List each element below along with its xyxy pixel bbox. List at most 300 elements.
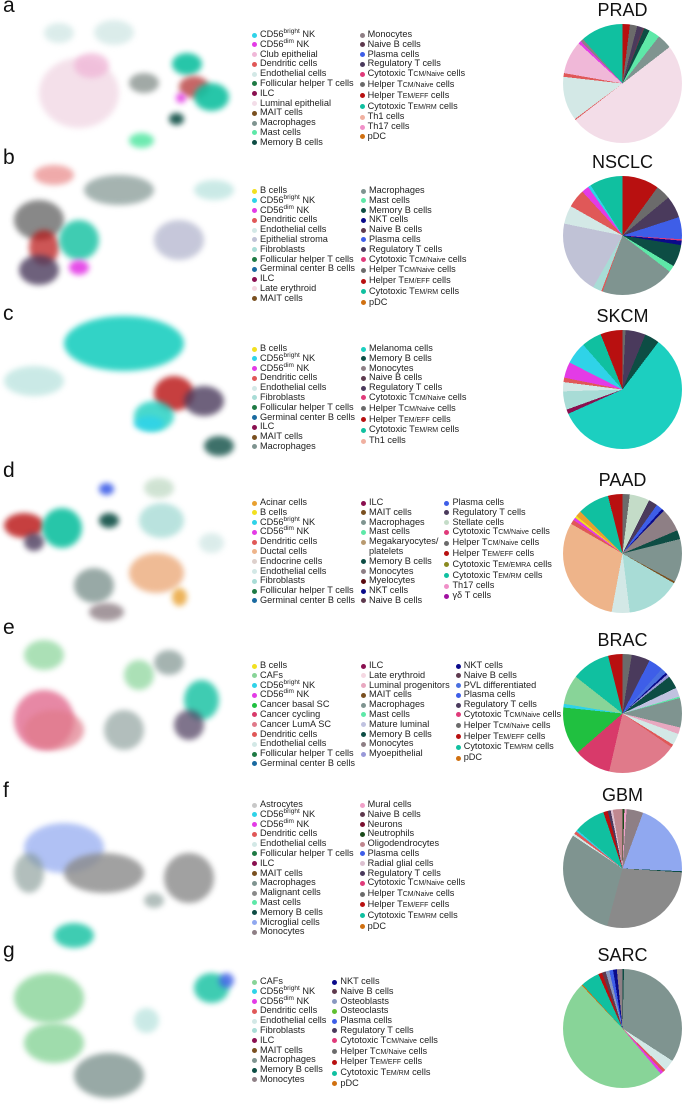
legend-swatch-icon bbox=[252, 267, 257, 272]
legend-label: B cells bbox=[260, 660, 288, 670]
legend-column bbox=[252, 498, 355, 606]
legend-label: ILC bbox=[260, 87, 275, 98]
legend-label: Monocytes bbox=[260, 1073, 305, 1084]
legend-label: Cytotoxic TCM/Naive cells bbox=[463, 708, 562, 719]
pie-title: PRAD bbox=[597, 0, 648, 20]
pie-chart-nsclc bbox=[560, 152, 685, 302]
legend-label: Plasma cells bbox=[340, 1015, 392, 1026]
legend-swatch-icon bbox=[360, 913, 365, 918]
pie-disc bbox=[563, 24, 682, 143]
legend-swatch-icon bbox=[252, 732, 257, 737]
pie-disc bbox=[563, 809, 682, 928]
legend-label: Helper TEM/EFF cells bbox=[368, 413, 451, 424]
legend-swatch-icon bbox=[252, 386, 257, 391]
legend-swatch-icon bbox=[360, 924, 365, 929]
legend-label: Cytotoxic TCM/Naive cells bbox=[368, 391, 467, 402]
legend-label: Cytotoxic TCM/Naive cells bbox=[340, 1034, 438, 1045]
legend-swatch-icon bbox=[252, 101, 257, 106]
legend-label: Memory B cells bbox=[260, 906, 323, 917]
legend-label: pDC bbox=[463, 752, 483, 763]
legend-swatch-icon bbox=[361, 347, 366, 352]
legend-label: ILC bbox=[260, 1034, 275, 1045]
legend-item bbox=[252, 596, 355, 606]
legend-swatch-icon bbox=[252, 910, 257, 915]
legend-label: Macrophages bbox=[260, 440, 316, 451]
legend-swatch-icon bbox=[360, 125, 365, 130]
legend-label: Naive B cells bbox=[368, 372, 423, 383]
legend-label: Monocytes bbox=[368, 362, 414, 373]
legend-label: Osteoclasts bbox=[340, 1005, 389, 1016]
legend-label: Cytotoxic TEM/RM cells bbox=[340, 1067, 431, 1078]
legend-label: Megakaryocytes/ platelets bbox=[368, 536, 439, 556]
legend-label: Regulatory T cells bbox=[368, 243, 443, 254]
pie-disc bbox=[563, 969, 682, 1088]
legend-label: Th1 cells bbox=[368, 435, 406, 446]
legend-swatch-icon bbox=[444, 551, 449, 556]
legend-swatch-icon bbox=[361, 703, 366, 708]
legend-label: Th17 cells bbox=[367, 121, 410, 132]
legend-label: Late erythroid bbox=[260, 282, 317, 293]
panel-letter: b bbox=[3, 146, 15, 169]
legend-label: Mast cells bbox=[260, 896, 301, 907]
legend-item bbox=[252, 927, 354, 937]
legend-label: Helper TEM/EFF cells bbox=[340, 1056, 423, 1067]
legend-label: Mast cells bbox=[368, 526, 410, 537]
cell-cluster bbox=[219, 973, 234, 988]
legend-label: pDC bbox=[340, 1077, 359, 1088]
legend-label: Dendritic cells bbox=[260, 214, 318, 225]
umap-scatter-plot bbox=[4, 8, 244, 148]
cell-cluster bbox=[89, 603, 124, 621]
legend-swatch-icon bbox=[444, 541, 449, 546]
legend-label: $CD56^{dim}$ NK bbox=[260, 994, 310, 1006]
legend-label: $CD56^{dim}$ NK bbox=[260, 817, 310, 829]
legend-label: Endothelial cells bbox=[260, 224, 327, 235]
cell-cluster bbox=[24, 1023, 84, 1063]
legend-label: Memory B cells bbox=[368, 555, 432, 566]
legend-swatch-icon bbox=[361, 218, 366, 223]
legend-swatch-icon bbox=[361, 712, 366, 717]
legend-label: MAIT cells bbox=[368, 689, 412, 700]
legend-label: Follicular helper T cells bbox=[260, 77, 354, 88]
cell-cluster bbox=[74, 568, 114, 603]
legend-swatch-icon bbox=[252, 589, 257, 594]
legend-column bbox=[361, 344, 466, 452]
legend-swatch-icon bbox=[361, 268, 366, 273]
legend-label: MAIT cells bbox=[260, 1044, 303, 1055]
legend-swatch-icon bbox=[332, 1060, 337, 1065]
legend-swatch-icon bbox=[252, 673, 257, 678]
legend-label: Macrophages bbox=[368, 185, 425, 195]
panel-a bbox=[0, 0, 685, 150]
legend bbox=[252, 800, 465, 937]
legend-swatch-icon bbox=[252, 366, 257, 371]
legend-label: Astrocytes bbox=[260, 799, 303, 809]
legend-swatch-icon bbox=[456, 712, 461, 717]
legend-item bbox=[361, 596, 438, 606]
legend-column bbox=[252, 800, 354, 937]
legend-label: Neutrophils bbox=[367, 828, 415, 839]
legend-item bbox=[361, 404, 466, 415]
legend-label: CAFs bbox=[260, 976, 283, 986]
legend-label: Monocytes bbox=[260, 926, 305, 937]
legend-swatch-icon bbox=[252, 980, 257, 985]
legend-swatch-icon bbox=[252, 569, 257, 574]
legend-swatch-icon bbox=[444, 584, 449, 589]
legend-label: NKT cells bbox=[340, 976, 380, 986]
cell-cluster bbox=[129, 73, 159, 93]
legend-swatch-icon bbox=[252, 140, 257, 145]
legend-swatch-icon bbox=[361, 237, 366, 242]
legend-column bbox=[360, 800, 465, 937]
legend-label: $CD56^{bright}$ NK bbox=[260, 807, 316, 819]
legend-swatch-icon bbox=[252, 742, 257, 747]
legend-item bbox=[360, 911, 465, 922]
legend-swatch-icon bbox=[252, 91, 257, 96]
pie-chart-gbm bbox=[560, 785, 685, 935]
legend-item bbox=[444, 591, 551, 601]
cell-cluster bbox=[42, 508, 82, 548]
legend-swatch-icon bbox=[361, 247, 366, 252]
legend-label: Helper TEM/EFF cells bbox=[452, 547, 535, 558]
legend bbox=[252, 498, 552, 606]
cell-cluster bbox=[172, 53, 202, 75]
legend-label: Dendritic cells bbox=[260, 58, 318, 69]
legend-label: Cytotoxic TCM/Naive cells bbox=[367, 68, 466, 79]
legend-label: Regulatory T cells bbox=[368, 382, 443, 393]
legend-label: Oligodendrocytes bbox=[367, 838, 440, 849]
legend-item bbox=[252, 759, 355, 769]
legend-swatch-icon bbox=[252, 540, 257, 545]
legend-swatch-icon bbox=[252, 722, 257, 727]
cell-cluster bbox=[99, 483, 114, 495]
legend-swatch-icon bbox=[252, 257, 257, 262]
legend-label: $CD56^{bright}$ NK bbox=[260, 515, 316, 527]
legend-swatch-icon bbox=[252, 1077, 257, 1082]
legend-label: Regulatory T cells bbox=[452, 506, 526, 517]
legend-column bbox=[361, 498, 438, 606]
cell-cluster bbox=[19, 255, 59, 285]
legend-swatch-icon bbox=[252, 198, 257, 203]
legend-swatch-icon bbox=[252, 356, 257, 361]
cell-cluster bbox=[64, 316, 184, 371]
legend-swatch-icon bbox=[360, 803, 365, 808]
legend-label: ILC bbox=[260, 857, 275, 868]
legend-swatch-icon bbox=[444, 530, 449, 535]
legend-swatch-icon bbox=[361, 598, 366, 603]
legend-label: Helper TCM/Naive cells bbox=[452, 537, 540, 548]
legend-swatch-icon bbox=[252, 989, 257, 994]
legend-label: Plasma cells bbox=[452, 497, 505, 507]
legend-swatch-icon bbox=[252, 930, 257, 935]
legend-label: Endothelial cells bbox=[260, 382, 327, 393]
legend-swatch-icon bbox=[360, 892, 365, 897]
legend-swatch-icon bbox=[252, 237, 257, 242]
legend-swatch-icon bbox=[361, 732, 366, 737]
legend-item bbox=[361, 537, 438, 557]
legend-item bbox=[360, 132, 465, 142]
legend-label: Helper TCM/Naive cells bbox=[368, 402, 456, 413]
panel-g bbox=[0, 939, 685, 1104]
legend-swatch-icon bbox=[361, 559, 366, 564]
legend-label: Macrophages bbox=[260, 877, 316, 888]
legend-swatch-icon bbox=[252, 395, 257, 400]
legend-swatch-icon bbox=[252, 683, 257, 688]
legend-swatch-icon bbox=[360, 93, 365, 98]
legend-label: Memory B cells bbox=[368, 352, 432, 363]
legend-label: Monocytes bbox=[368, 565, 414, 576]
legend-label: Mature luminal bbox=[368, 718, 430, 729]
legend-swatch-icon bbox=[360, 871, 365, 876]
cell-cluster bbox=[14, 973, 84, 1023]
legend-label: Cytotoxic TCM/Naive cells bbox=[368, 253, 467, 264]
legend-label: Plasma cells bbox=[368, 233, 421, 244]
cell-cluster bbox=[176, 93, 186, 103]
legend-swatch-icon bbox=[360, 82, 365, 87]
legend-label: $CD56^{bright}$ NK bbox=[260, 984, 316, 996]
pie-disc bbox=[563, 330, 682, 449]
legend-label: Naive B cells bbox=[340, 985, 394, 996]
legend-swatch-icon bbox=[361, 289, 366, 294]
legend-label: MAIT cells bbox=[260, 292, 303, 303]
legend-swatch-icon bbox=[252, 598, 257, 603]
pie-title: GBM bbox=[601, 785, 643, 805]
legend bbox=[252, 344, 466, 452]
legend-label: pDC bbox=[368, 296, 388, 307]
legend-swatch-icon bbox=[252, 208, 257, 213]
legend-label: Microglial cells bbox=[260, 916, 320, 927]
legend-swatch-icon bbox=[252, 1019, 257, 1024]
legend-swatch-icon bbox=[361, 257, 366, 262]
legend-swatch-icon bbox=[361, 579, 366, 584]
legend-item bbox=[361, 749, 450, 759]
legend-swatch-icon bbox=[252, 1028, 257, 1033]
legend-label: Cytotoxic TEM/RM cells bbox=[463, 741, 554, 752]
legend-label: Plasma cells bbox=[463, 689, 516, 700]
legend-label: Radial glial cells bbox=[367, 857, 434, 868]
legend-label: MAIT cells bbox=[368, 506, 412, 517]
legend-label: Mural cells bbox=[367, 799, 412, 809]
legend-label: Cytotoxic TEM/EMRA cells bbox=[452, 558, 552, 569]
legend-column bbox=[456, 661, 561, 769]
legend-label: B cells bbox=[260, 185, 288, 195]
legend-swatch-icon bbox=[361, 673, 366, 678]
cell-cluster bbox=[129, 553, 184, 593]
legend-label: $CD56^{dim}$ NK bbox=[260, 37, 310, 49]
legend-swatch-icon bbox=[361, 395, 366, 400]
panel-letter: a bbox=[3, 0, 15, 17]
cell-cluster bbox=[34, 165, 74, 185]
legend-swatch-icon bbox=[252, 803, 257, 808]
legend-label: CAFs bbox=[260, 669, 283, 680]
legend-swatch-icon bbox=[361, 417, 366, 422]
legend-swatch-icon bbox=[361, 366, 366, 371]
legend-swatch-icon bbox=[332, 1049, 337, 1054]
pie-disc bbox=[563, 176, 682, 295]
legend-label: Macrophages bbox=[368, 699, 425, 710]
umap-scatter-plot bbox=[4, 160, 244, 300]
legend bbox=[252, 977, 438, 1089]
legend-label: Monocytes bbox=[367, 29, 413, 39]
cell-cluster bbox=[184, 386, 224, 416]
legend-swatch-icon bbox=[252, 218, 257, 223]
legend-label: Endothelial cells bbox=[260, 1015, 327, 1026]
legend-swatch-icon bbox=[252, 444, 257, 449]
legend-swatch-icon bbox=[252, 693, 257, 698]
legend-swatch-icon bbox=[332, 1019, 337, 1024]
legend-label: Naive B cells bbox=[368, 594, 423, 605]
legend-column bbox=[252, 977, 326, 1089]
cell-cluster bbox=[139, 503, 184, 538]
legend-swatch-icon bbox=[361, 520, 366, 525]
legend-swatch-icon bbox=[456, 693, 461, 698]
legend-swatch-icon bbox=[360, 881, 365, 886]
legend-label: Follicular helper T cells bbox=[260, 253, 354, 264]
legend-column bbox=[360, 30, 465, 148]
legend-swatch-icon bbox=[252, 81, 257, 86]
legend-swatch-icon bbox=[252, 1068, 257, 1073]
legend-swatch-icon bbox=[252, 33, 257, 38]
legend-swatch-icon bbox=[252, 559, 257, 564]
legend-swatch-icon bbox=[252, 520, 257, 525]
legend-label: $CD56^{dim}$ NK bbox=[260, 203, 310, 215]
legend-item bbox=[332, 1079, 437, 1089]
legend-label: Melanoma cells bbox=[368, 343, 433, 353]
legend-swatch-icon bbox=[456, 664, 461, 669]
legend-label: $CD56^{bright}$ NK bbox=[260, 351, 316, 363]
cell-cluster bbox=[134, 416, 164, 431]
cell-cluster bbox=[154, 650, 184, 675]
cell-cluster bbox=[24, 710, 84, 750]
legend-label: Naive B cells bbox=[368, 224, 423, 235]
legend-swatch-icon bbox=[252, 376, 257, 381]
legend-label: MAIT cells bbox=[260, 107, 303, 118]
pie-chart-sarc bbox=[560, 945, 685, 1095]
legend-label: Endothelial cells bbox=[260, 838, 327, 849]
legend-swatch-icon bbox=[252, 1048, 257, 1053]
legend-swatch-icon bbox=[332, 1009, 337, 1014]
legend-label: Luminal epithelial bbox=[260, 97, 331, 108]
panel-letter: f bbox=[3, 779, 9, 802]
legend-swatch-icon bbox=[361, 228, 366, 233]
legend-label: Fibroblasts bbox=[260, 391, 305, 402]
legend-swatch-icon bbox=[252, 1058, 257, 1063]
legend-label: NKT cells bbox=[463, 660, 503, 670]
legend bbox=[252, 30, 465, 148]
legend-swatch-icon bbox=[361, 752, 366, 757]
legend-label: Cytotoxic TEM/RM cells bbox=[367, 909, 458, 920]
legend-swatch-icon bbox=[252, 130, 257, 135]
cell-cluster bbox=[199, 533, 224, 553]
legend-item bbox=[444, 560, 551, 571]
legend-label: MAIT cells bbox=[260, 867, 303, 878]
legend-swatch-icon bbox=[252, 861, 257, 866]
legend-label: Mast cells bbox=[368, 194, 410, 205]
legend-label: Endothelial cells bbox=[260, 738, 327, 749]
legend-label: Naive B cells bbox=[367, 808, 421, 819]
legend-label: Cytotoxic TEM/RM cells bbox=[452, 569, 543, 580]
legend-column bbox=[252, 344, 355, 452]
cell-cluster bbox=[69, 260, 89, 275]
legend-label: pDC bbox=[367, 920, 387, 931]
legend-swatch-icon bbox=[252, 72, 257, 77]
legend-label: Ductal cells bbox=[260, 545, 307, 556]
legend-label: Dendritic cells bbox=[260, 828, 318, 839]
cell-cluster bbox=[64, 853, 144, 893]
legend-swatch-icon bbox=[360, 52, 365, 57]
legend-label: Plasma cells bbox=[367, 847, 420, 858]
legend-swatch-icon bbox=[252, 228, 257, 233]
legend-label: Osteoblasts bbox=[340, 995, 389, 1006]
legend-label: Memory B cells bbox=[260, 1064, 323, 1075]
cell-cluster bbox=[204, 436, 234, 456]
legend-swatch-icon bbox=[360, 62, 365, 67]
legend-label: Th1 cells bbox=[367, 111, 405, 122]
pie-title: BRAC bbox=[597, 630, 648, 650]
legend-swatch-icon bbox=[360, 42, 365, 47]
pie-title: SKCM bbox=[596, 306, 649, 326]
legend-label: Acinar cells bbox=[260, 497, 307, 507]
legend-label: Helper TEM/EFF cells bbox=[367, 898, 450, 909]
legend-label: Myoepithelial bbox=[368, 748, 423, 759]
legend-swatch-icon bbox=[360, 812, 365, 817]
legend-swatch-icon bbox=[361, 300, 366, 305]
legend-column bbox=[252, 186, 355, 308]
legend-swatch-icon bbox=[360, 832, 365, 837]
legend-swatch-icon bbox=[252, 405, 257, 410]
cell-cluster bbox=[4, 366, 64, 396]
legend bbox=[252, 186, 466, 308]
legend-label: Stellate cells bbox=[452, 516, 505, 527]
legend-label: Fibroblasts bbox=[260, 1024, 305, 1035]
legend-swatch-icon bbox=[360, 822, 365, 827]
panel-b bbox=[0, 146, 685, 307]
legend-swatch-icon bbox=[361, 683, 366, 688]
legend-swatch-icon bbox=[252, 832, 257, 837]
cell-cluster bbox=[154, 220, 204, 260]
legend-label: Memory B cells bbox=[368, 728, 432, 739]
legend-label: Regulatory T cells bbox=[463, 699, 537, 710]
legend-swatch-icon bbox=[332, 989, 337, 994]
legend-swatch-icon bbox=[252, 703, 257, 708]
legend-item bbox=[332, 1036, 437, 1047]
legend-swatch-icon bbox=[252, 812, 257, 817]
legend-swatch-icon bbox=[252, 1038, 257, 1043]
legend-swatch-icon bbox=[360, 902, 365, 907]
legend-label: Cancer basal SC bbox=[260, 699, 330, 710]
legend-swatch-icon bbox=[444, 501, 449, 506]
legend-swatch-icon bbox=[361, 279, 366, 284]
legend-swatch-icon bbox=[332, 999, 337, 1004]
legend-swatch-icon bbox=[444, 573, 449, 578]
legend-swatch-icon bbox=[456, 756, 461, 761]
legend-label: Neurons bbox=[367, 818, 403, 829]
legend-item bbox=[252, 138, 354, 148]
cell-cluster bbox=[59, 220, 99, 260]
legend-swatch-icon bbox=[444, 510, 449, 515]
legend-swatch-icon bbox=[361, 722, 366, 727]
legend-label: Macrophages bbox=[260, 1054, 316, 1065]
panel-letter: c bbox=[3, 302, 14, 325]
pie-disc bbox=[563, 494, 682, 613]
cell-cluster bbox=[194, 83, 229, 111]
legend-swatch-icon bbox=[360, 104, 365, 109]
legend-label: Helper TEM/EFF cells bbox=[367, 89, 450, 100]
legend-label: Helper TCM/Naive cells bbox=[368, 264, 456, 275]
legend-label: Late erythroid bbox=[368, 669, 426, 680]
legend-swatch-icon bbox=[332, 1071, 337, 1076]
legend-label: Cytotoxic TEM/RM cells bbox=[368, 285, 460, 296]
